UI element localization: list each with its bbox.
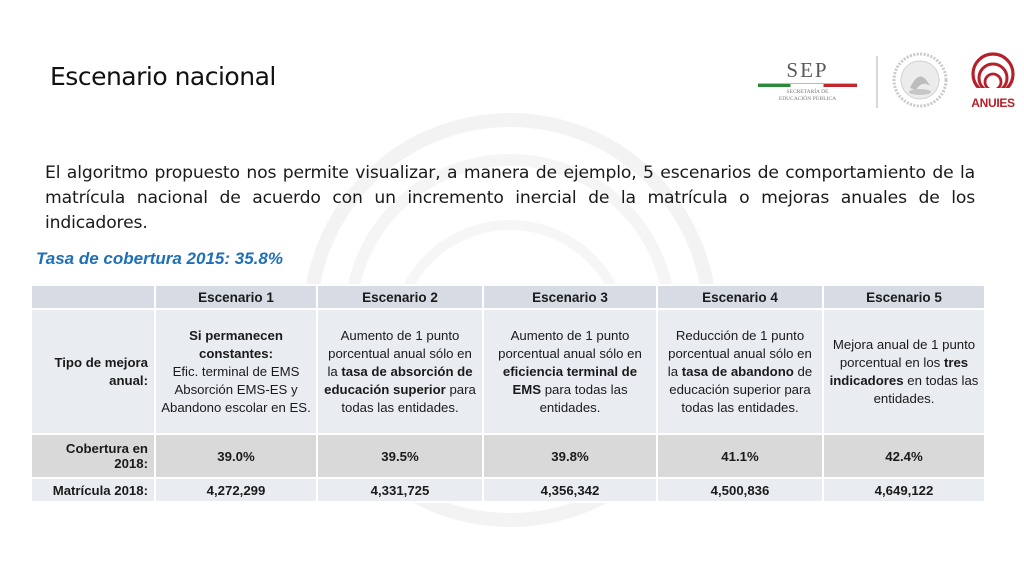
- national-seal-icon: [892, 52, 948, 108]
- scenario-4-description: [657, 309, 823, 434]
- scenario-table: [30, 284, 986, 503]
- scenario-3-bold: eficiencia terminal de EMS: [502, 363, 638, 397]
- scenario-5-bold: tres indicadores: [829, 354, 969, 388]
- scenario-1-bold: Si permanecen constantes:: [189, 327, 283, 361]
- sep-logo-subtitle-1: SECRETARÍA DE: [786, 89, 829, 95]
- scenario-4-post: de educación superior para todas las entidades.: [669, 363, 813, 415]
- row-label-improvement-type: Tipo de mejora anual:: [31, 309, 155, 434]
- slide-title: Escenario nacional: [50, 62, 276, 91]
- table-row: [31, 434, 985, 478]
- column-header: Escenario 4: [657, 285, 823, 309]
- header-logos: [750, 48, 1020, 118]
- sep-logo-subtitle-2: EDUCACIÓN PÚBLICA: [778, 96, 837, 102]
- enrollment-value: 4,331,725: [317, 478, 483, 502]
- intro-paragraph: El algoritmo propuesto nos permite visualizar, a manera de ejemplo, 5 escenarios de comportamiento de la matrícula nacional de acuerdo con un incremento inercial de la matrícula o mejoras anuales de los indicadores.: [45, 163, 975, 233]
- column-header: Escenario 1: [155, 285, 317, 309]
- scenario-2-post: para todas las entidades.: [341, 381, 476, 415]
- scenario-2-bold: tasa de absorción de educación superior: [324, 363, 473, 397]
- scenario-5-pre: Mejora anual de 1 punto porcentual en los: [832, 336, 976, 370]
- column-header: Escenario 2: [317, 285, 483, 309]
- logo-divider: [876, 56, 878, 108]
- scenario-5-post: en todas las entidades.: [873, 372, 979, 406]
- sep-logo: [750, 58, 865, 103]
- coverage-rate-note: Tasa de cobertura 2015: 35.8%: [36, 249, 283, 268]
- scenario-4-bold: tasa de abandono: [681, 363, 794, 379]
- coverage-value: 41.1%: [657, 434, 823, 478]
- scenario-3-post: para todas las entidades.: [539, 381, 628, 415]
- sep-flag-bar: [758, 83, 857, 87]
- enrollment-value: 4,649,122: [823, 478, 985, 502]
- scenario-2-pre: Aumento de 1 punto porcentual anual sólo en la: [327, 327, 472, 379]
- anuies-logo-icon: [968, 50, 1018, 94]
- coverage-value: 39.5%: [317, 434, 483, 478]
- column-header: Escenario 3: [483, 285, 657, 309]
- scenario-4-pre: Reducción de 1 punto porcentual anual sólo en la: [667, 327, 812, 379]
- table-row: [31, 478, 985, 502]
- coverage-value: 39.8%: [483, 434, 657, 478]
- scenario-1-description: [155, 309, 317, 434]
- scenario-1-text: Efic. terminal de EMS Absorción EMS-ES y Abandono escolar en ES.: [161, 363, 311, 415]
- enrollment-value: 4,272,299: [155, 478, 317, 502]
- table-corner-cell: [31, 285, 155, 309]
- sep-logo-name: SEP: [786, 58, 829, 82]
- row-label-coverage: Cobertura en 2018:: [31, 434, 155, 478]
- table-row: [31, 309, 985, 434]
- row-label-enrollment: Matrícula 2018:: [31, 478, 155, 502]
- coverage-value: 42.4%: [823, 434, 985, 478]
- scenario-3-pre: Aumento de 1 punto porcentual anual sólo en: [498, 327, 642, 361]
- table-header-row: [31, 285, 985, 309]
- scenario-5-description: [823, 309, 985, 434]
- scenario-2-description: [317, 309, 483, 434]
- anuies-logo-name: ANUIES: [971, 96, 1015, 110]
- column-header: Escenario 5: [823, 285, 985, 309]
- coverage-value: 39.0%: [155, 434, 317, 478]
- scenario-3-description: [483, 309, 657, 434]
- enrollment-value: 4,356,342: [483, 478, 657, 502]
- enrollment-value: 4,500,836: [657, 478, 823, 502]
